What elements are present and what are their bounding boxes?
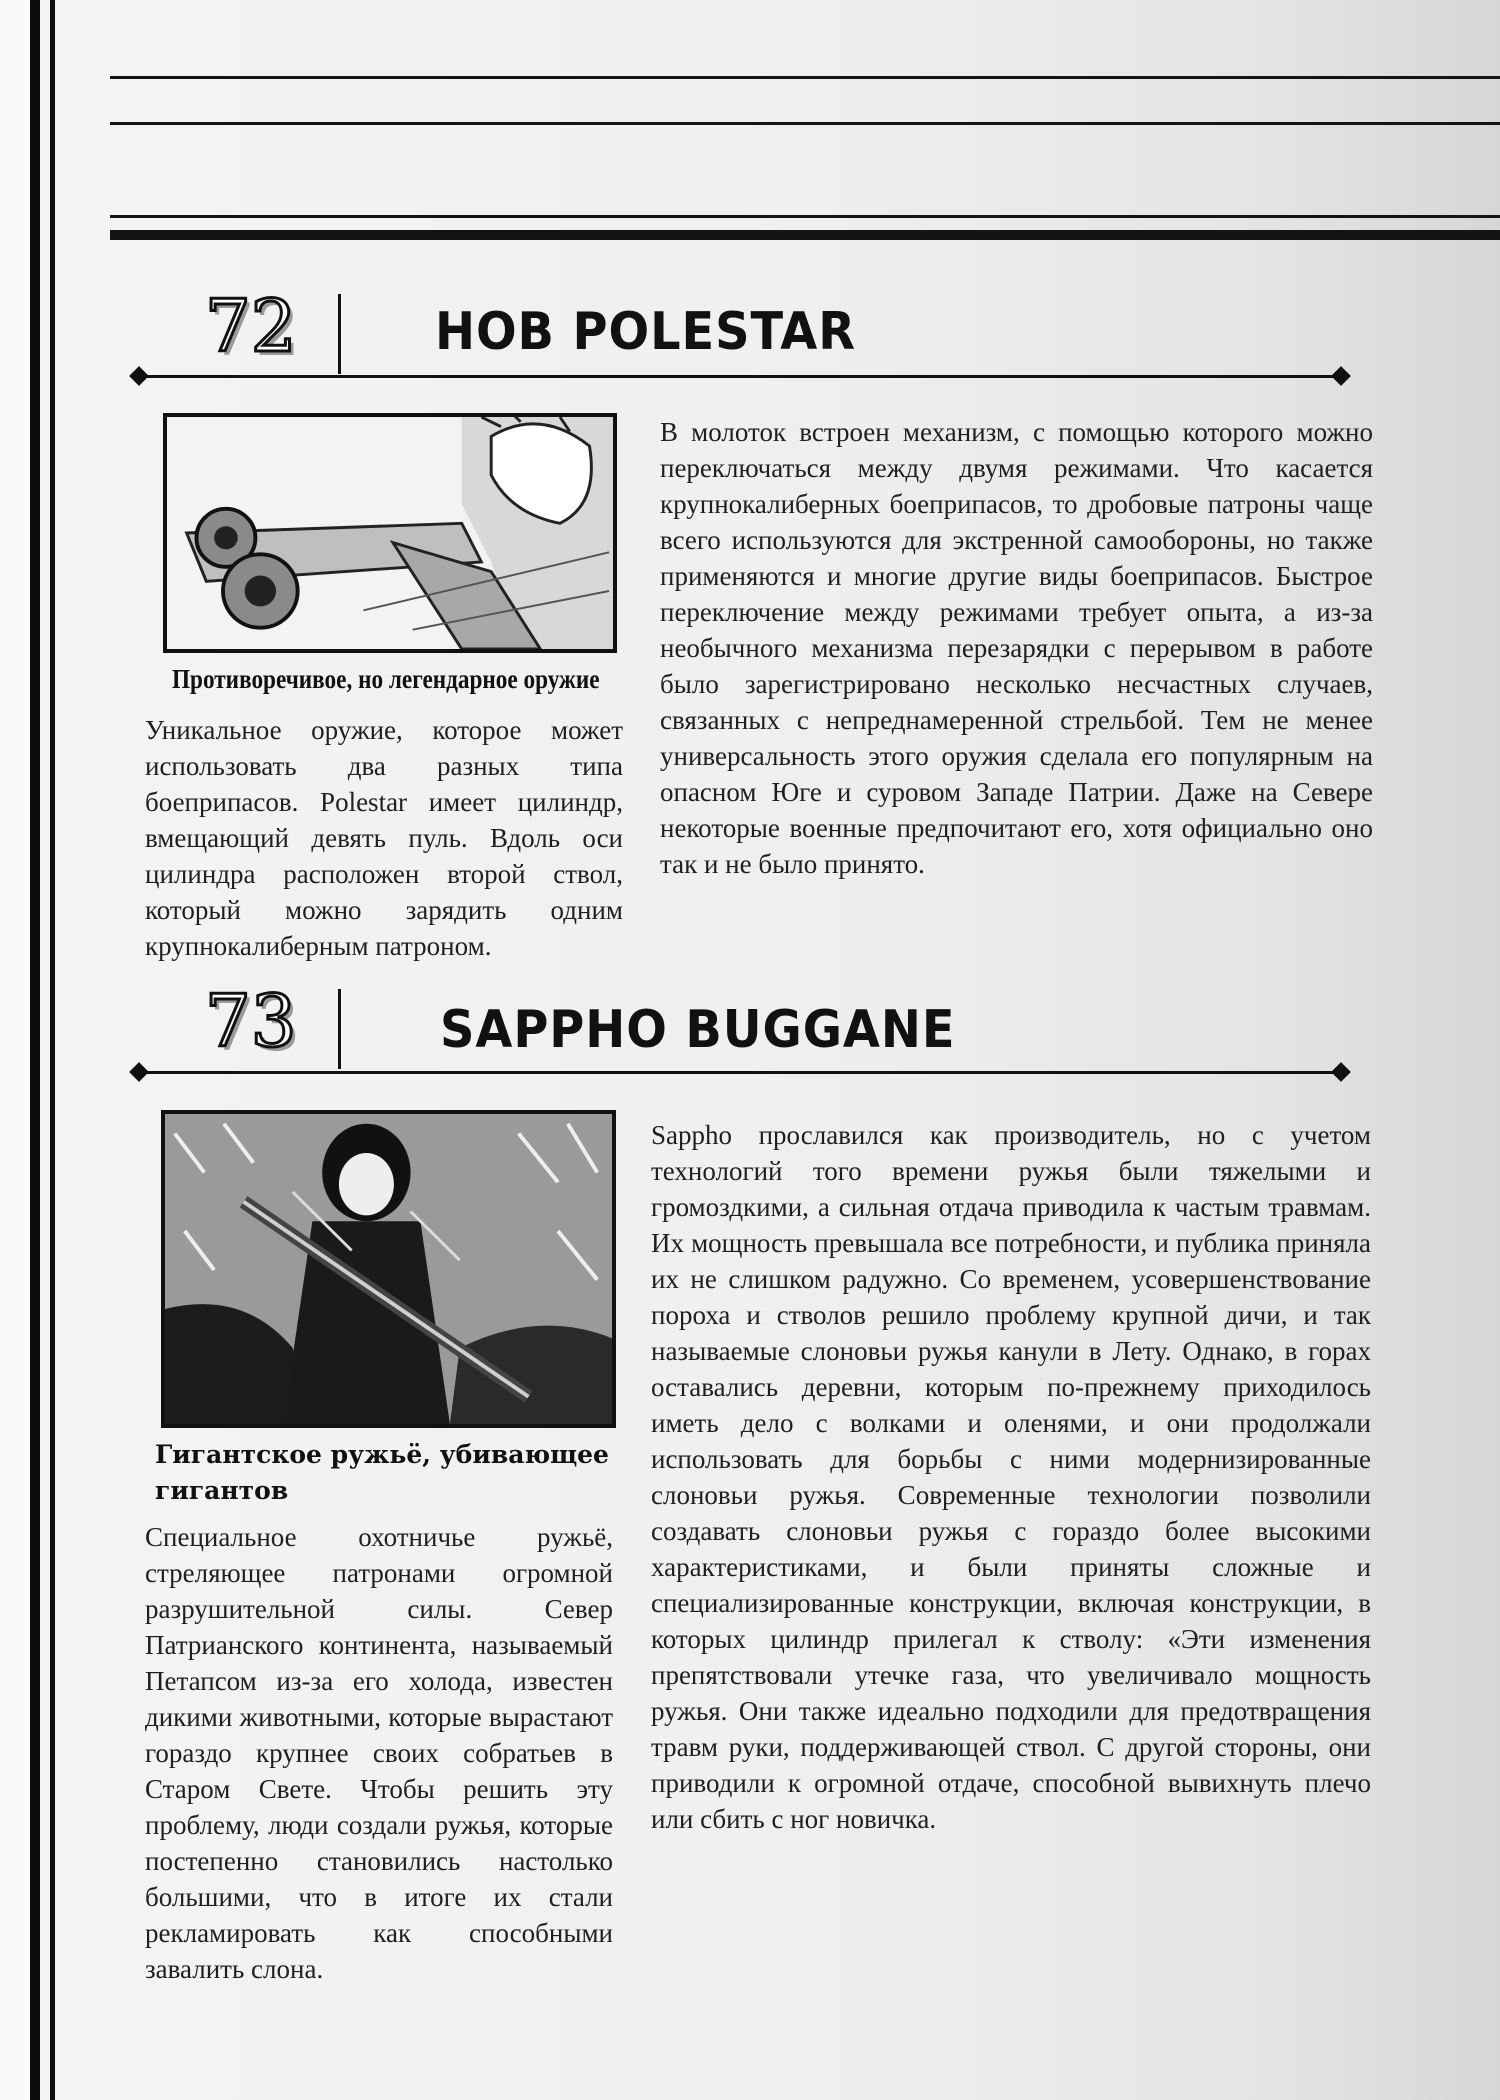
entry-title: SAPPHO BUGGANE [440,1000,956,1060]
title-rule [140,375,1340,378]
entry-number: 72 [205,284,297,368]
number-divider [338,989,341,1069]
entry-short-text: Специальное охотничье ружьё, стреляющее патронами огромной разрушительной силы. Север Патрианского континента, называемый Петапсом из-за его холода, известен дикими животными, которые вырастают гораздо крупнее своих собратьев в Старом Свете. Чтобы решить эту проблему, люди создали ружья, которые постепенно становились настолько большими, что в итоге их стали рекламировать как способными завалить слона. [145,1522,613,1984]
entry-number: 73 [205,979,297,1063]
spine-thick-line [30,0,40,2100]
header-rule-thick [110,230,1500,240]
rule-end-diamond [1331,1062,1351,1082]
header-rule-3 [110,215,1500,218]
header-rule-1 [110,76,1500,79]
page-gutter [0,0,30,2100]
rifle-illustration [161,1110,616,1428]
spine-thin-line [50,0,55,2100]
header-rule-2 [110,122,1500,125]
number-divider [338,294,341,374]
revolver-illustration [163,413,617,653]
entry-long-text: Sappho прославился как производитель, но с учетом технологий того времени ружья были тяжелыми и громоздкими, а сильная отдача приводила к частым травмам. Их мощность превышала все потребности, и публика приняла их не слишком радужно. Со временем, усовершенствование пороха и стволов решило проблему крупной дичи, и так называемые слоновьи ружья канули в Лету. Однако, в горах оставались деревни, которым по-прежнему приходилось иметь дело с волками и оленями, и они продолжали использовать для борьбы с ними модернизированные слоновьи ружья. Современные технологии позволили создавать слоновьи ружья с гораздо более высокими характеристиками, и были приняты сложные и специализированные конструкции, включая конструкции, в которых цилиндр прилегал к стволу: «Эти изменения препятствовали утечке газа, что увеличивало мощность ружья. Они также идеально подходили для предотвращения травм руки, поддерживающей ствол. С другой стороны, они приводили к огромной отдаче, способной вывихнуть плечо или сбить с ног новичка. [651,1120,1371,1834]
title-rule [140,1071,1340,1074]
entry-title: HOB POLESTAR [435,302,857,362]
entry-caption: Гигантское ружьё, убивающее гигантов [155,1440,609,1505]
rule-end-diamond [1331,366,1351,386]
entry-long-text: В молоток встроен механизм, с помощью которого можно переключаться между двумя режимами. Что касается крупнокалиберных боеприпасов, то дробовые патроны чаще всего используются для экстренной самообороны, но также применяются и многие другие виды боеприпасов. Быстрое переключение между режимами требует опыта, а из-за необычного механизма перезарядки с перерывом в работе было зарегистрировано несколько несчастных случаев, связанных с непреднамеренной стрельбой. Тем не менее универсальность этого оружия сделала его популярным на опасном Юге и суровом Западе Патрии. Даже на Севере некоторые военные предпочитают его, хотя официально оно так и не было принято. [660,417,1373,879]
entry-caption: Противоречивое, но легендарное оружие [172,664,600,694]
entry-short-text: Уникальное оружие, которое может использовать два разных типа боеприпасов. Polestar имеет цилиндр, вмещающий девять пуль. Вдоль оси цилиндра расположен второй ствол, который можно зарядить одним крупнокалиберным патроном. [145,715,623,961]
